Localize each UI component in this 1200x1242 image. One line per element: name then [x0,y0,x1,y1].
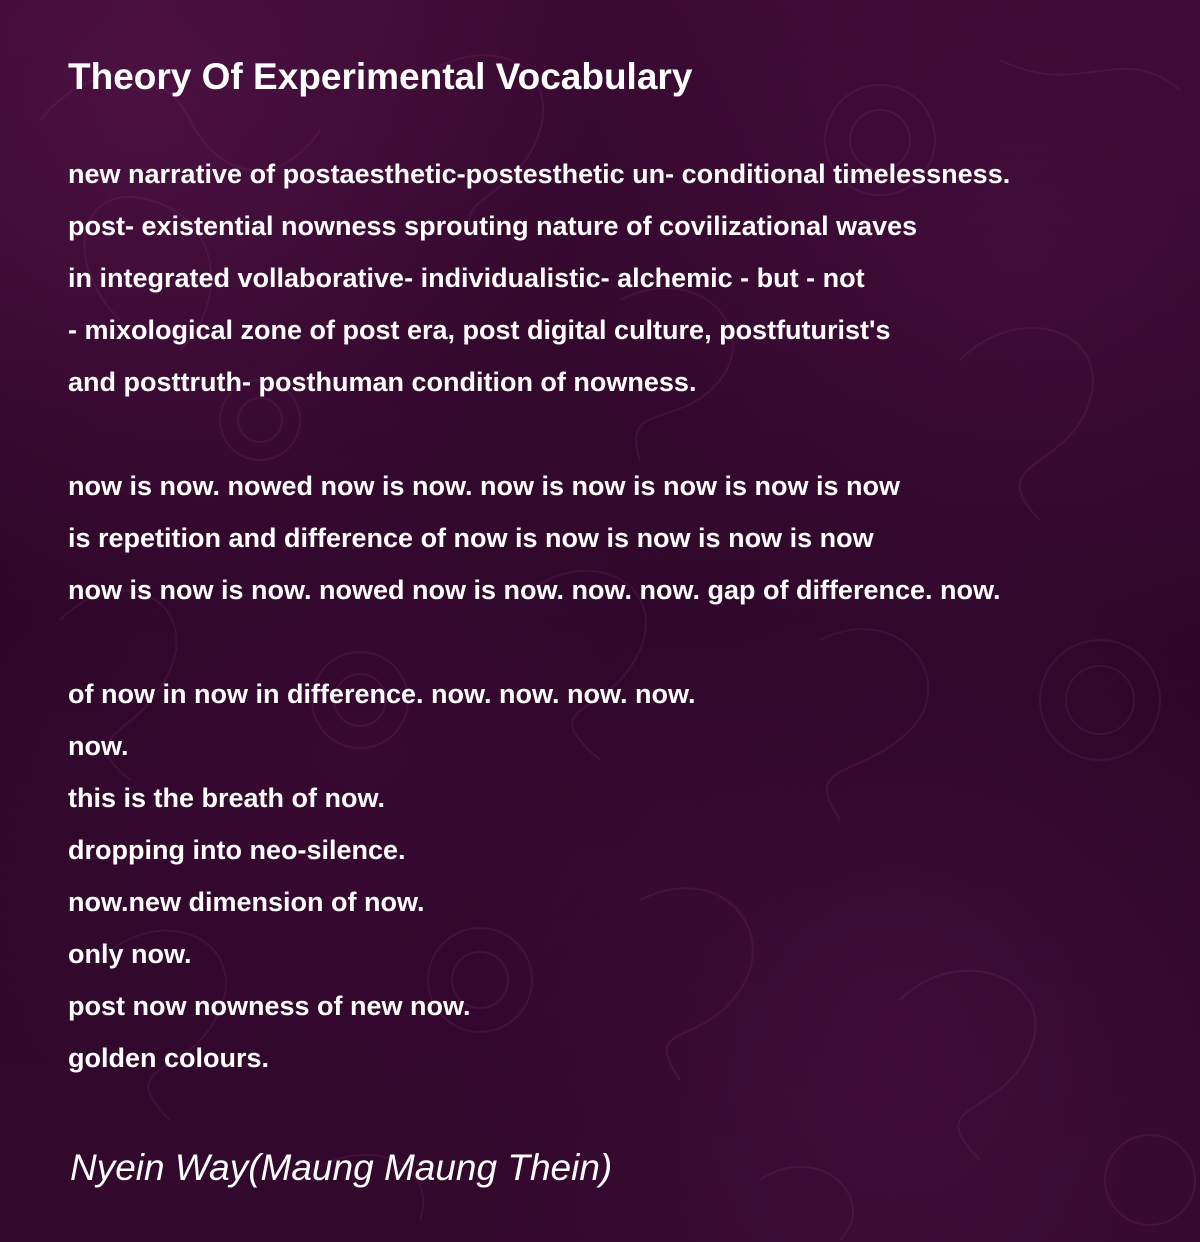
poem-line: now is now. nowed now is now. now is now is now is now is now [68,471,901,501]
poem-line: golden colours. [68,1043,270,1073]
poem-title: Theory Of Experimental Vocabulary [68,56,693,97]
poem-line: is repetition and difference of now is now is now is now is now [68,523,874,553]
poem-line: now.new dimension of now. [68,887,425,917]
poem-line: now. [68,731,129,761]
poem-line: only now. [68,939,192,969]
poem-line: of now in now in difference. now. now. now. now. [68,679,696,709]
poem-line: and posttruth- posthuman condition of nowness. [68,367,697,397]
poem-line: dropping into neo-silence. [68,835,406,865]
poem-line: - mixological zone of post era, post digital culture, postfuturist's [68,315,891,345]
poem-line: now is now is now. nowed now is now. now. now. gap of difference. now. [68,575,1001,605]
poem-line: this is the breath of now. [68,783,386,813]
poem-line: in integrated vollaborative- individualistic- alchemic - but - not [68,263,865,293]
stanza-1 [68,148,1200,408]
poem-line: new narrative of postaesthetic-postesthetic un- conditional timelessness. [68,159,1011,189]
poem-line: post now nowness of new now. [68,991,471,1021]
poem-container [68,52,1200,1136]
poem-line: post- existential nowness sprouting nature of covilizational waves [68,211,918,241]
poem-body [68,148,1200,1084]
stanza-2 [68,460,1200,616]
stanza-3 [68,668,1200,1084]
poem-author: Nyein Way(Maung Maung Thein) [70,1147,613,1188]
